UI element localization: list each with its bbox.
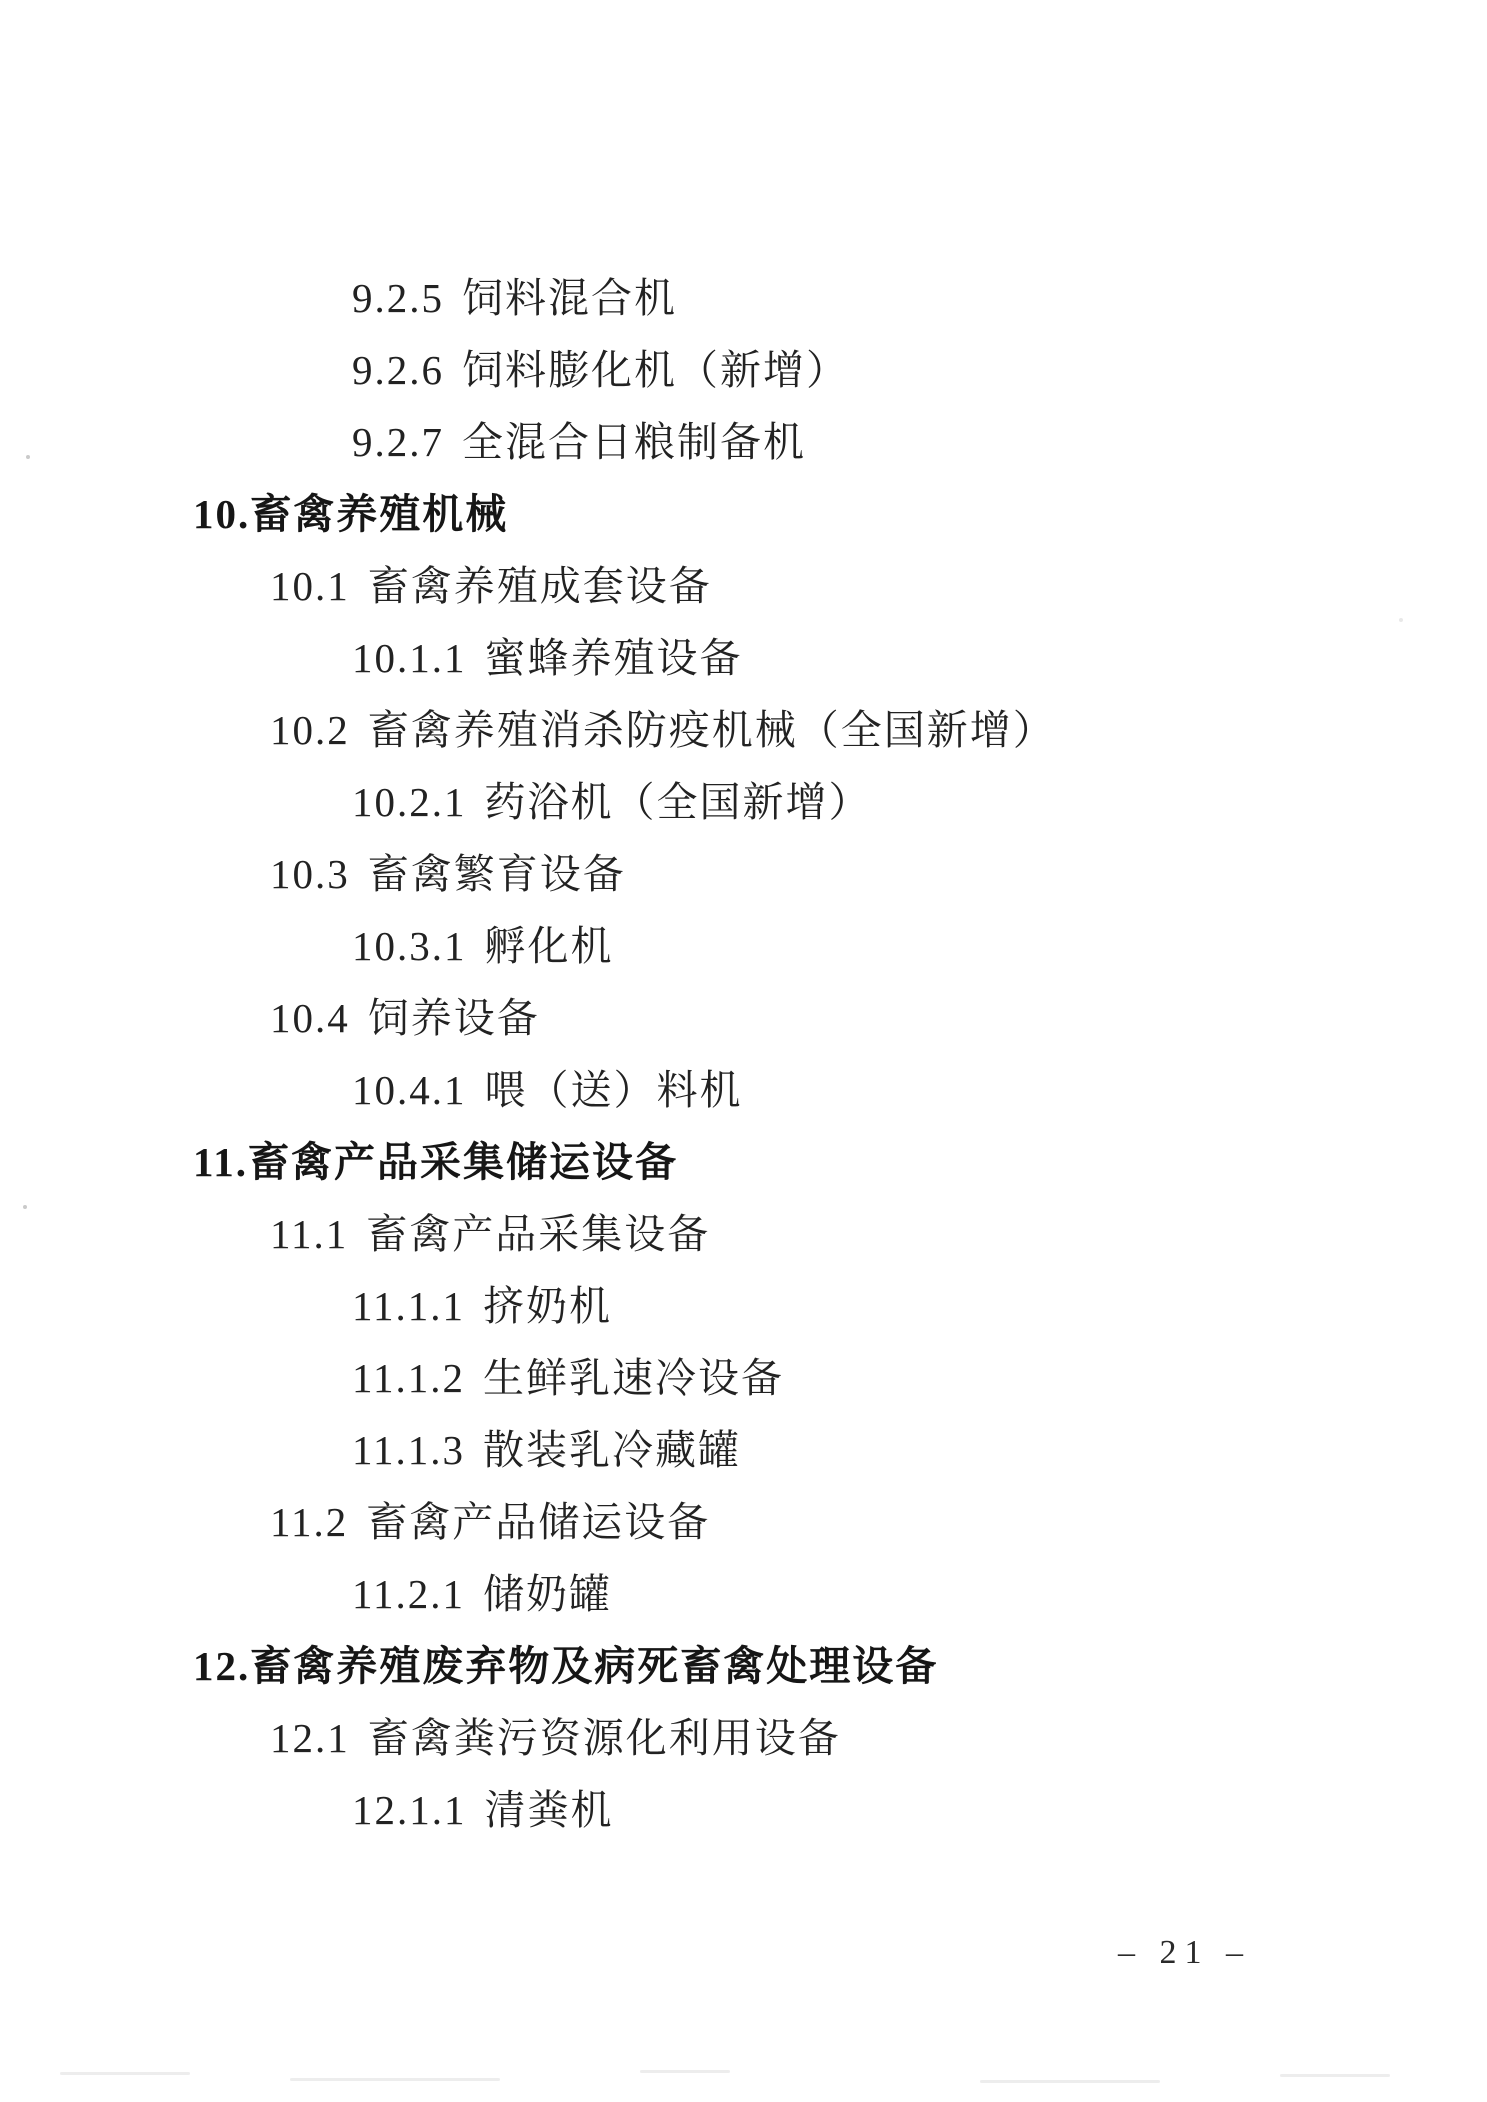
item-label: 清粪机 bbox=[484, 1787, 614, 1833]
list-item bbox=[352, 1270, 1487, 1342]
item-label: 饲料混合机 bbox=[462, 275, 677, 321]
scan-artifact bbox=[60, 2072, 190, 2075]
item-number: 11. bbox=[193, 1139, 248, 1185]
section-heading bbox=[193, 478, 1487, 550]
list-item bbox=[352, 1054, 1487, 1126]
item-label: 畜禽养殖废弃物及病死畜禽处理设备 bbox=[250, 1643, 939, 1689]
item-label: 畜禽产品储运设备 bbox=[366, 1499, 711, 1545]
item-label: 蜜蜂养殖设备 bbox=[484, 635, 743, 681]
list-item bbox=[352, 406, 1487, 478]
item-label: 畜禽繁育设备 bbox=[367, 851, 626, 897]
scan-artifact bbox=[980, 2080, 1160, 2083]
item-number: 10. bbox=[193, 491, 251, 537]
list-item bbox=[352, 622, 1487, 694]
scan-artifact bbox=[23, 1205, 27, 1209]
scan-artifact bbox=[26, 455, 30, 459]
list-item bbox=[352, 1342, 1487, 1414]
item-number: 10.2 bbox=[270, 707, 350, 753]
item-number: 12.1.1 bbox=[352, 1787, 467, 1833]
scan-artifact bbox=[640, 2070, 730, 2073]
item-label: 散装乳冷藏罐 bbox=[482, 1427, 741, 1473]
scan-artifact bbox=[1399, 618, 1403, 622]
item-label: 畜禽粪污资源化利用设备 bbox=[367, 1715, 841, 1761]
item-number: 12.1 bbox=[270, 1715, 350, 1761]
list-item bbox=[270, 982, 1487, 1054]
item-number: 10.4 bbox=[270, 995, 350, 1041]
item-number: 11.1 bbox=[270, 1211, 349, 1257]
item-number: 9.2.6 bbox=[352, 347, 444, 393]
list-item bbox=[270, 550, 1487, 622]
section-heading bbox=[193, 1630, 1487, 1702]
item-number: 11.2 bbox=[270, 1499, 349, 1545]
item-number: 11.1.3 bbox=[352, 1427, 465, 1473]
document-lines bbox=[0, 262, 1487, 1846]
item-label: 畜禽产品采集设备 bbox=[366, 1211, 711, 1257]
item-number: 9.2.5 bbox=[352, 275, 444, 321]
item-number: 11.1.2 bbox=[352, 1355, 465, 1401]
item-label: 喂（送）料机 bbox=[484, 1067, 743, 1113]
list-item bbox=[270, 694, 1487, 766]
item-label: 挤奶机 bbox=[482, 1283, 612, 1329]
list-item bbox=[270, 838, 1487, 910]
list-item bbox=[352, 1558, 1487, 1630]
item-label: 畜禽养殖机械 bbox=[250, 491, 509, 537]
item-label: 孵化机 bbox=[484, 923, 614, 969]
list-item bbox=[352, 262, 1487, 334]
item-label: 药浴机（全国新增） bbox=[484, 779, 872, 825]
list-item bbox=[270, 1702, 1487, 1774]
section-heading bbox=[193, 1126, 1487, 1198]
item-number: 10.3 bbox=[270, 851, 350, 897]
item-label: 饲料膨化机（新增） bbox=[462, 347, 849, 393]
scan-artifact bbox=[1280, 2074, 1390, 2077]
item-number: 11.2.1 bbox=[352, 1571, 465, 1617]
item-number: 10.1.1 bbox=[352, 635, 467, 681]
list-item bbox=[352, 910, 1487, 982]
item-number: 10.1 bbox=[270, 563, 350, 609]
scan-artifact bbox=[290, 2078, 500, 2081]
item-number: 10.2.1 bbox=[352, 779, 467, 825]
list-item bbox=[270, 1198, 1487, 1270]
item-number: 12. bbox=[193, 1643, 251, 1689]
item-number: 11.1.1 bbox=[352, 1283, 465, 1329]
item-number: 10.4.1 bbox=[352, 1067, 467, 1113]
item-label: 畜禽产品采集储运设备 bbox=[248, 1139, 678, 1185]
item-label: 储奶罐 bbox=[482, 1571, 612, 1617]
page-number: – 21 – bbox=[1118, 1934, 1251, 1971]
list-item bbox=[352, 766, 1487, 838]
list-item bbox=[352, 1774, 1487, 1846]
item-label: 生鲜乳速冷设备 bbox=[482, 1355, 784, 1401]
item-label: 畜禽养殖消杀防疫机械（全国新增） bbox=[367, 707, 1056, 753]
item-label: 畜禽养殖成套设备 bbox=[367, 563, 712, 609]
list-item bbox=[352, 334, 1487, 406]
list-item bbox=[270, 1486, 1487, 1558]
item-number: 10.3.1 bbox=[352, 923, 467, 969]
item-label: 饲养设备 bbox=[367, 995, 540, 1041]
list-item bbox=[352, 1414, 1487, 1486]
item-number: 9.2.7 bbox=[352, 419, 444, 465]
item-label: 全混合日粮制备机 bbox=[462, 419, 806, 465]
